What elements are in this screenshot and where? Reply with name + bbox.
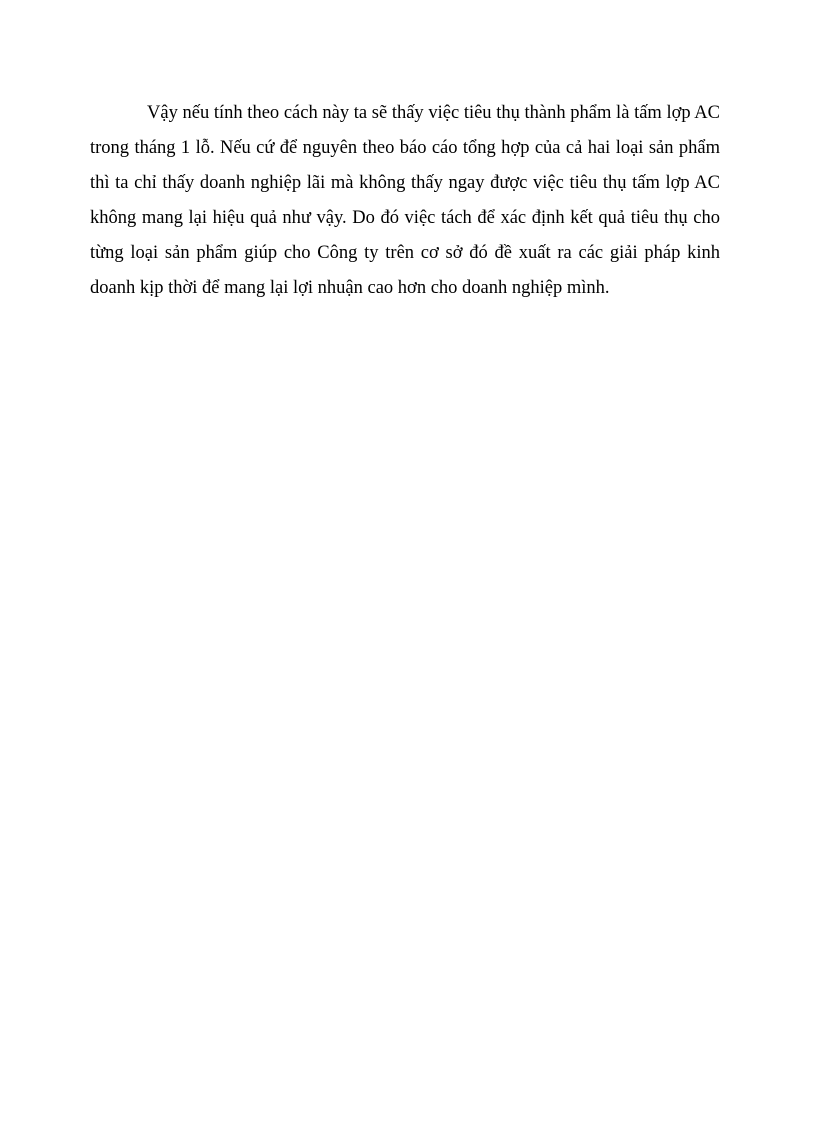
body-paragraph: Vậy nếu tính theo cách này ta sẽ thấy việc tiêu thụ thành phẩm là tấm lợp AC trong tháng 1 lỗ. Nếu cứ để nguyên theo báo cáo tổng hợp của cả hai loại sản phẩm thì ta chỉ thấy doanh nghiệp lãi mà không thấy ngay được việc tiêu thụ tấm lợp AC không mang lại hiệu quả như vậy. Do đó việc tách để xác định kết quả tiêu thụ cho từng loại sản phẩm giúp cho Công ty trên cơ sở đó đề xuất ra các giải pháp kinh doanh kịp thời để mang lại lợi nhuận cao hơn cho doanh nghiệp mình.: [90, 103, 720, 298]
